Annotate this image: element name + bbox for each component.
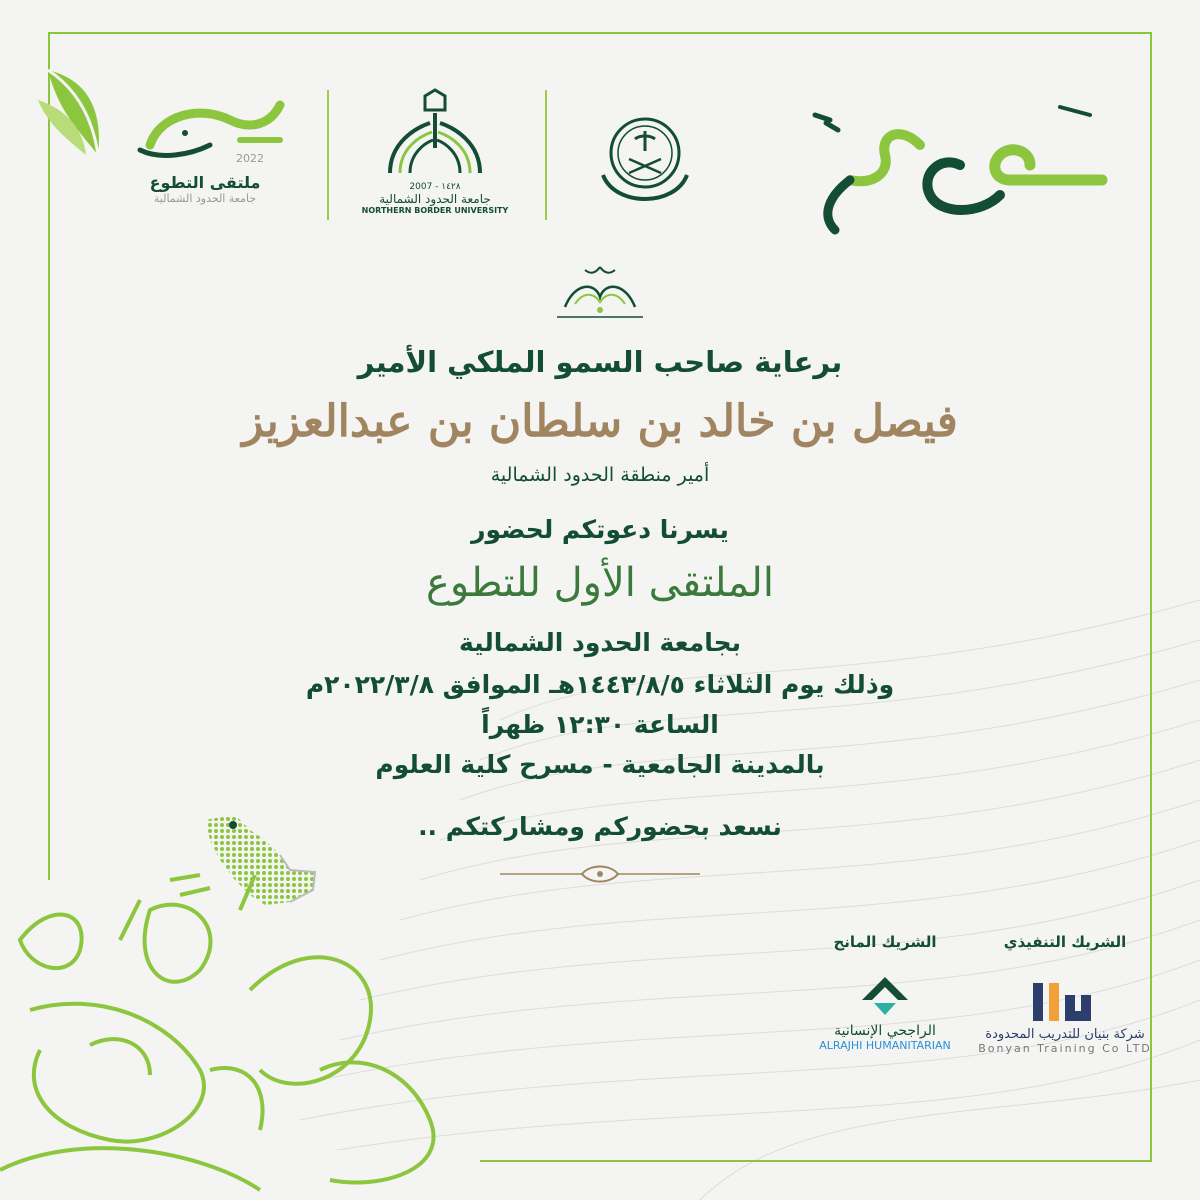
time-line: الساعة ١٢:٣٠ ظهراً [481, 710, 719, 739]
patronage-line: برعاية صاحب السمو الملكي الأمير [357, 345, 843, 379]
invite-line: يسرنا دعوتكم لحضور [471, 515, 729, 544]
bonyan-name-ar: شركة بنيان للتدريب المحدودة [985, 1027, 1145, 1042]
location-line: بالمدينة الجامعية - مسرح كلية العلوم [375, 750, 825, 779]
leaf-decoration-icon [38, 60, 108, 160]
university-logo [355, 88, 515, 238]
invitation-calligraphy-icon [790, 85, 1120, 245]
volunteer-forum-year: 2022 [236, 152, 264, 165]
bonyan-emblem-icon [1025, 975, 1105, 1023]
volunteer-forum-name: ملتقى التطوع [149, 173, 261, 192]
bottom-ornament-icon [498, 862, 702, 886]
closing-line: نسعد بحضوركم ومشاركتكم .. [418, 812, 782, 841]
alrajhi-logo [815, 975, 955, 1052]
alrajhi-emblem-icon [860, 975, 910, 1019]
university-name-en: NORTHERN BORDER UNIVERSITY [361, 206, 509, 215]
emirate-logo [580, 95, 710, 225]
volunteer-forum-calligraphy-icon [120, 85, 290, 170]
bottom-calligraphy-decoration-icon [0, 870, 480, 1200]
university-name-ar: جامعة الحدود الشمالية [379, 192, 491, 206]
prince-title: أمير منطقة الحدود الشمالية [490, 464, 710, 486]
bonyan-logo [975, 975, 1155, 1055]
prince-name: فيصل بن خالد بن سلطان بن عبدالعزيز [242, 396, 958, 447]
volunteer-forum-sub: جامعة الحدود الشمالية [153, 192, 257, 205]
date-line: وذلك يوم الثلاثاء ١٤٤٣/٨/٥هـ الموافق ٢٠٢٢/٣/٨م [305, 670, 895, 699]
event-name: الملتقى الأول للتطوع [426, 560, 774, 606]
alrajhi-name-ar: الراجحي الإنسانية [834, 1023, 936, 1039]
alrajhi-name-en: ALRAJHI HUMANITARIAN [819, 1039, 951, 1052]
logo-divider [545, 90, 547, 220]
grant-partner-title: الشريك المانح [833, 933, 937, 951]
volunteer-forum-logo [105, 85, 305, 235]
venue-university: بجامعة الحدود الشمالية [458, 628, 742, 657]
logo-divider [327, 90, 329, 220]
top-ornament-icon [555, 262, 645, 322]
university-years: 2007 - ١٤٢٨ [409, 182, 461, 192]
emirate-seal-icon [585, 95, 705, 215]
university-emblem-icon [375, 88, 495, 178]
bonyan-name-en: Bonyan Training Co LTD [978, 1042, 1152, 1055]
executive-partner-title: الشريك التنفيذي [1003, 933, 1127, 951]
